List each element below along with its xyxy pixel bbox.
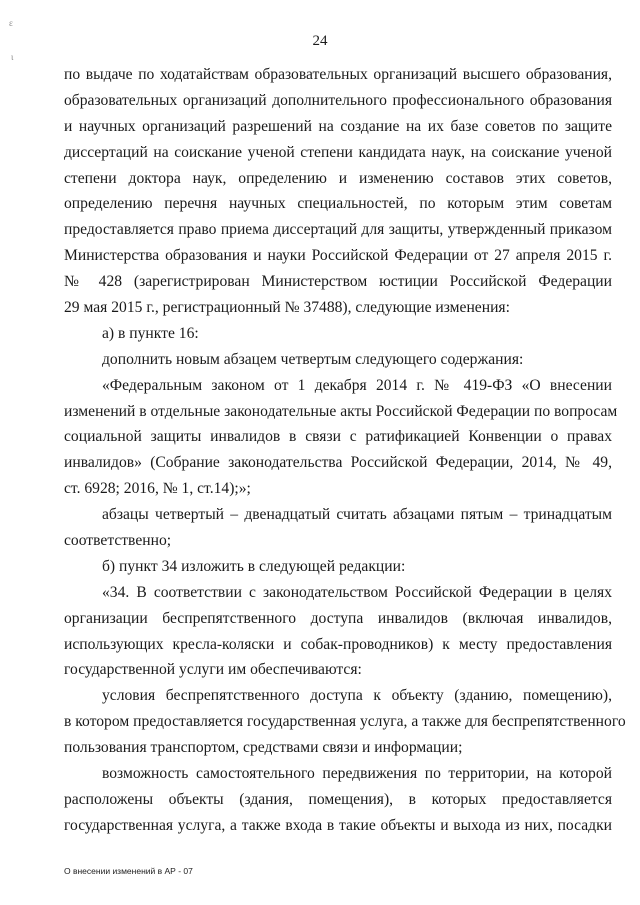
- text-line: диссертаций на соискание ученой степени кандидата наук, на соискание ученой: [64, 143, 612, 161]
- text-line: степени доктора наук, определению и изменению составов этих советов,: [64, 169, 612, 187]
- text-line: использующих кресла-коляски и собак-проводников) к месту предоставления: [64, 635, 612, 653]
- text-line: определению перечня научных специальностей, по которым этим советам: [64, 195, 612, 213]
- footer-note: О внесении изменений в АР - 07: [64, 866, 193, 876]
- text-line: образовательных организаций дополнительного профессионального образования: [64, 91, 612, 109]
- document-body: [64, 62, 626, 839]
- text-line: пользования транспортом, средствами связи и информации;: [64, 739, 463, 757]
- text-line: по выдаче по ходатайствам образовательных организаций высшего образования,: [64, 66, 612, 83]
- text-line: Министерства образования и науки Российской Федерации от 27 апреля 2015 г.: [64, 247, 612, 265]
- text-line: условия беспрепятственного доступа к объекту (зданию, помещению),: [102, 687, 612, 705]
- text-line: государственной услуги им обеспечиваются:: [64, 661, 362, 679]
- text-line: в котором предоставляется государственная услуга, а также для беспрепятственного: [64, 713, 626, 731]
- text-line: изменений в отдельные законодательные акты Российской Федерации по вопросам: [64, 402, 618, 420]
- scan-mark: ɛ: [9, 18, 13, 28]
- text-line: государственная услуга, а также входа в такие объекты и выхода из них, посадки: [64, 816, 612, 834]
- text-line: социальной защиты инвалидов в связи с ратификацией Конвенции о правах: [64, 428, 612, 446]
- scan-mark: ɩ: [11, 52, 14, 62]
- text-line: б) пункт 34 изложить в следующей редакции:: [102, 557, 406, 575]
- text-line: 29 мая 2015 г., регистрационный № 37488), следующие изменения:: [64, 299, 510, 317]
- text-line: инвалидов» (Собрание законодательства Российской Федерации, 2014, № 49,: [64, 454, 612, 472]
- text-line: и научных организаций разрешений на создание на их базе советов по защите: [64, 117, 612, 135]
- text-line: «34. В соответствии с законодательством Российской Федерации в целях: [102, 583, 612, 601]
- page-number: 24: [312, 33, 328, 49]
- text-line: № 428 (зарегистрирован Министерством юстиции Российской Федерации: [64, 273, 612, 291]
- text-line: а) в пункте 16:: [102, 324, 199, 342]
- text-line: соответственно;: [64, 532, 172, 550]
- text-line: расположены объекты (здания, помещения), в которых предоставляется: [64, 790, 612, 808]
- text-line: организации беспрепятственного доступа инвалидов (включая инвалидов,: [64, 609, 612, 627]
- text-line: дополнить новым абзацем четвертым следующего содержания:: [102, 350, 524, 368]
- text-line: ст. 6928; 2016, № 1, ст.14);»;: [64, 480, 251, 498]
- text-line: возможность самостоятельного передвижения по территории, на которой: [102, 765, 612, 783]
- text-line: предоставляется право приема диссертаций для защиты, утвержденный приказом: [64, 221, 612, 239]
- text-line: абзацы четвертый – двенадцатый считать абзацами пятым – тринадцатым: [102, 506, 612, 524]
- text-line: «Федеральным законом от 1 декабря 2014 г. № 419-ФЗ «О внесении: [102, 376, 612, 394]
